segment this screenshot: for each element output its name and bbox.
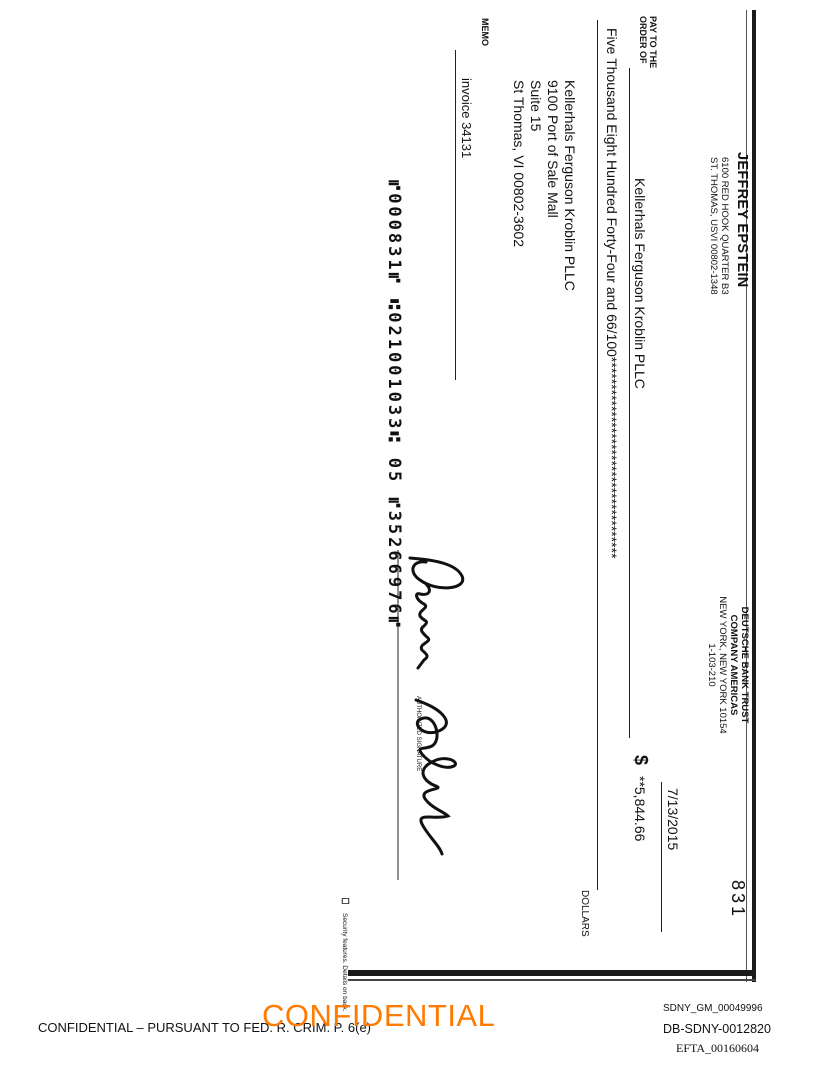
check-amount: **5,844.66 bbox=[632, 776, 648, 842]
amount-line bbox=[597, 20, 598, 890]
memo-line bbox=[455, 50, 456, 380]
amount-written: Five Thousand Eight Hundred Forty-Four and 66/100************************************* bbox=[604, 28, 620, 559]
bank-name-line2: COMPANY AMERICAS bbox=[728, 614, 739, 716]
bank-name-line1: DEUTSCHE BANK TRUST bbox=[739, 606, 750, 724]
owner-name: JEFFREY EPSTEIN bbox=[734, 152, 750, 288]
bates-db: DB-SDNY-0012820 bbox=[663, 1022, 771, 1036]
check-number: 831 bbox=[728, 880, 748, 920]
footer-confidential-notice: CONFIDENTIAL – PURSUANT TO FED. R. CRIM. P. 6(e) bbox=[38, 1020, 372, 1035]
dollars-label: DOLLARS bbox=[579, 890, 590, 937]
memo-label: MEMO bbox=[480, 18, 490, 46]
confidential-stamp: CONFIDENTIAL bbox=[262, 998, 496, 1033]
payee-address-line1: Kellerhals Ferguson Kroblin PLLC bbox=[562, 80, 578, 291]
dollar-sign: $ bbox=[631, 755, 651, 766]
authorized-signature bbox=[396, 550, 476, 880]
security-features-note: Security features. Details on back. bbox=[341, 913, 348, 1012]
authorized-signature-label: AUTHORIZED SIGNATURE bbox=[415, 696, 421, 772]
owner-address-line1: 6100 RED HOOK QUARTER B3 bbox=[719, 157, 730, 295]
bank-routing-fraction: 1-103-210 bbox=[706, 643, 717, 687]
check-date: 7/13/2015 bbox=[665, 788, 681, 851]
payee-name: Kellerhals Ferguson Kroblin PLLC bbox=[632, 178, 648, 389]
payee-address-line4: St Thomas, VI 00802-3602 bbox=[511, 80, 527, 248]
payee-address-line3: Suite 15 bbox=[528, 80, 544, 132]
bank-address: NEW YORK, NEW YORK 10154 bbox=[717, 596, 728, 734]
bates-sdny: SDNY_GM_00049996 bbox=[663, 1003, 763, 1014]
payee-line bbox=[629, 68, 630, 738]
memo-text: invoice 34131 bbox=[459, 78, 474, 159]
pay-to-label-line1: PAY TO THE bbox=[648, 16, 658, 69]
micr-line: ⑈000831⑈ ⑆021001033⑆ 05 ⑈35266976⑈ bbox=[384, 180, 404, 630]
efta-number: EFTA_00160604 bbox=[676, 1041, 760, 1055]
pay-to-label-line2: ORDER OF bbox=[638, 16, 648, 64]
payee-address-line2: 9100 Port of Sale Mall bbox=[545, 80, 561, 218]
lock-icon: ⎕ bbox=[339, 898, 350, 904]
date-line bbox=[661, 782, 662, 932]
owner-address-line2: ST. THOMAS, USVI 00802-1348 bbox=[708, 157, 719, 295]
